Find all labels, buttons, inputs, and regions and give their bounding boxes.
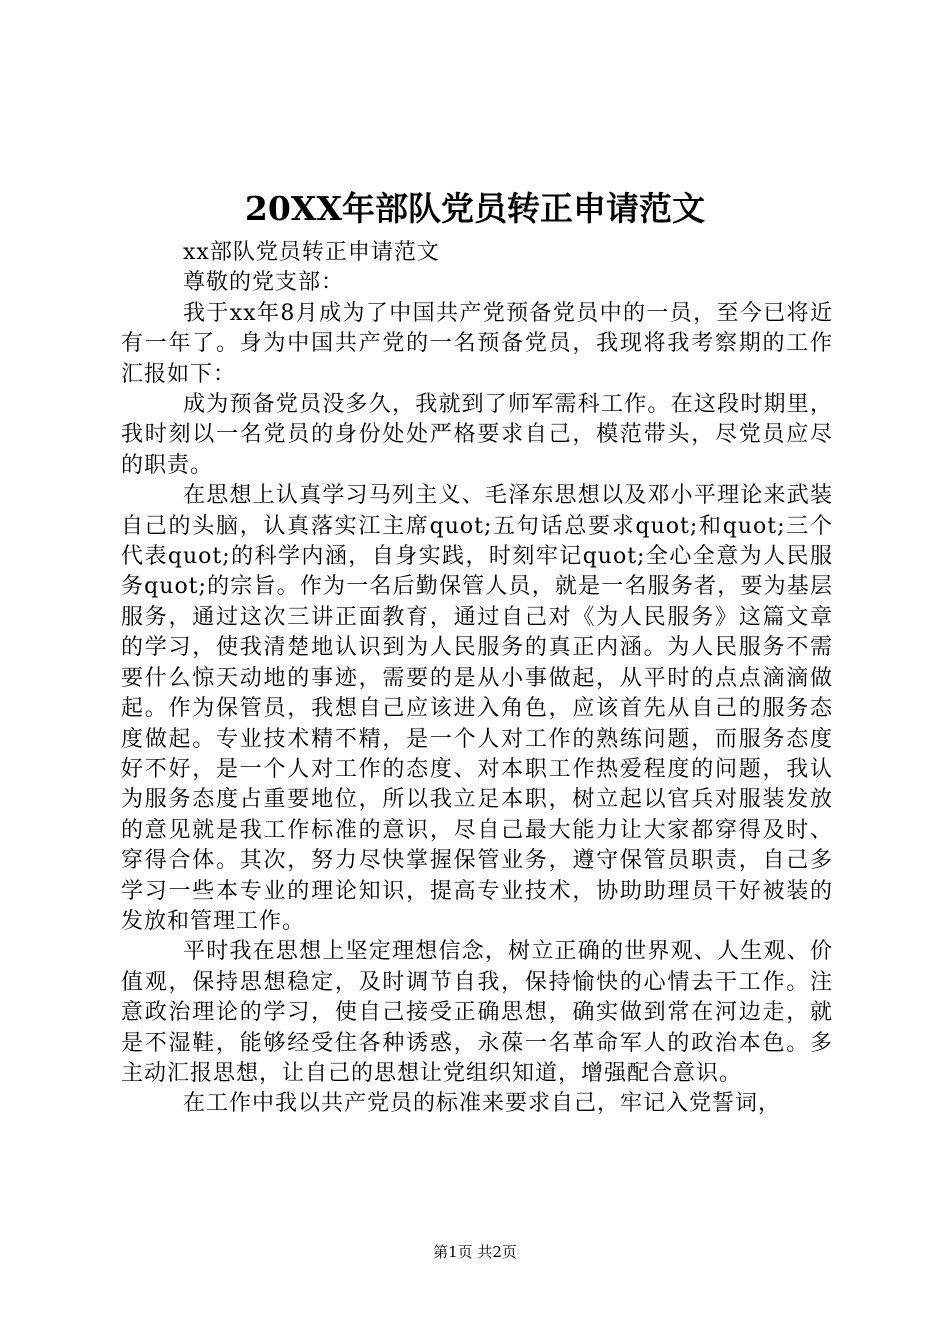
paragraph-work-standard: 在工作中我以共产党员的标准来要求自己，牢记入党誓词，: [183, 1091, 782, 1117]
paragraph-work-start: 成为预备党员没多久，我就到了师军需科工作。在这段时期里，我时刻以一名党员的身份处处严格要求自己，模范带头，尽党员应尽的职责。: [121, 392, 833, 478]
paragraph-salutation: 尊敬的党支部：: [183, 270, 345, 296]
paragraph-intro: 我于xx年8月成为了中国共产党预备党员中的一员，至今已将近有一年了。身为中国共产党的一名预备党员，我现将我考察期的工作汇报如下：: [121, 300, 833, 387]
paragraph-ideology: 在思想上认真学习马列主义、毛泽东思想以及邓小平理论来武装自己的头脑，认真落实江主席quot;五句话总要求quot;和quot;三个代表quot;的科学内涵，自身实践，时刻牢记quot;全心全意为人民服务quot;的宗旨。作为一名后勤保管人员，就是一名服务者，要为基层服务，通过这次三讲正面教育，通过自己对《为人民服务》这篇文章的学习，使我清楚地认识到为人民服务的真正内涵。为人民服务不需要什么惊天动地的事迹，需要的是从小事做起，从平时的点点滴滴做起。作为保管员，我想自己应该进入角色，应该首先从自己的服务态度做起。专业技术精不精，是一个人对工作的熟练问题，而服务态度好不好，是一个人对工作的态度、对本职工作热爱程度的问题，我认为服务态度占重要地位，所以我立足本职，树立起以官兵对服装发放的意见就是我工作标准的意识，尽自己最大能力让大家都穿得及时、穿得合体。其次，努力尽快掌握保管业务，遵守保管员职责，自己多学习一些本专业的理论知识，提高专业技术，协助助理员干好被装的发放和管理工作。: [121, 483, 833, 934]
page-footer: 第1页 共2页: [433, 1243, 517, 1261]
paragraph-subtitle: xx部队党员转正申请范文: [183, 240, 440, 265]
document-body: [121, 238, 833, 1120]
document-title: 20XX年部队党员转正申请范文: [244, 189, 706, 228]
paragraph-daily: 平时我在思想上坚定理想信念，树立正确的世界观、人生观、价值观，保持思想稳定，及时调节自我，保持愉快的心情去干工作。注意政治理论的学习，使自己接受正确思想，确实做到常在河边走，就是不湿鞋，能够经受住各种诱惑，永葆一名革命军人的政治本色。多主动汇报思想，让自己的思想让党组织知道，增强配合意识。: [121, 939, 833, 1086]
